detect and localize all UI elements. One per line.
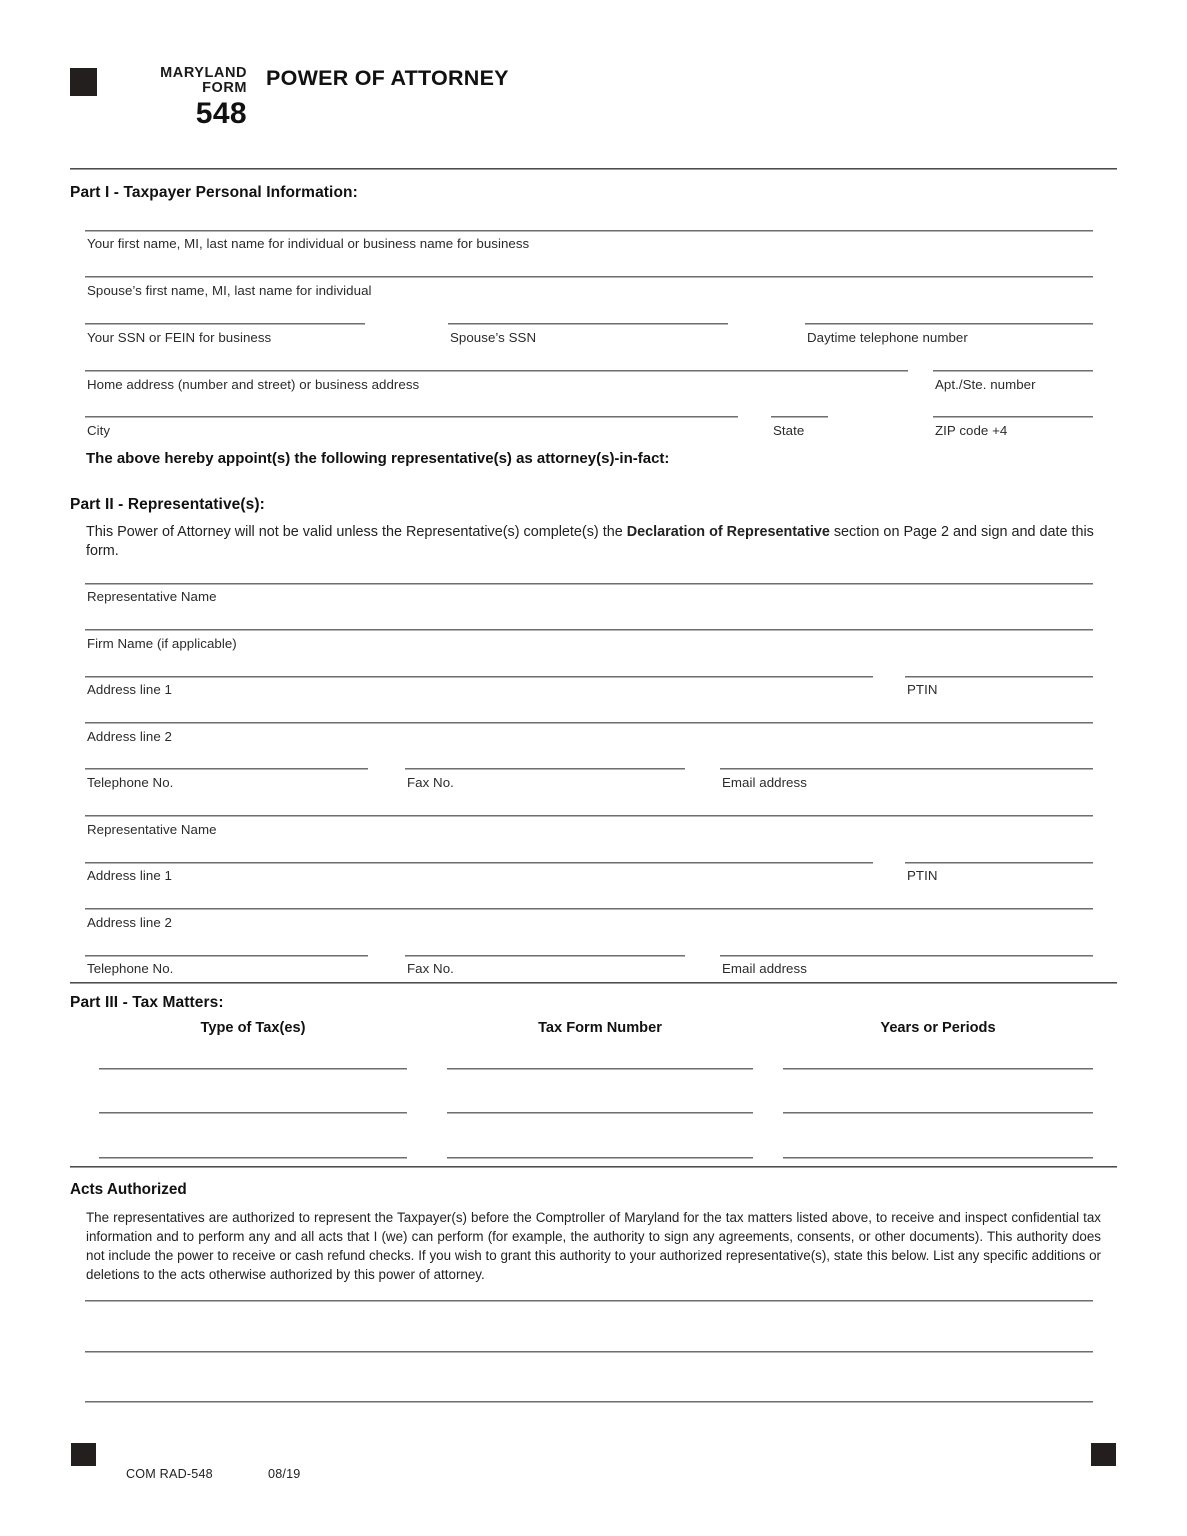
rep1-address2-input-line[interactable] [85, 722, 1093, 724]
rep2-email-input-line[interactable] [720, 955, 1093, 957]
rep2-fax-label: Fax No. [407, 961, 454, 976]
rep2-ptin-label: PTIN [907, 868, 938, 883]
column-header-years-or-periods: Years or Periods [880, 1020, 996, 1036]
rep1-fax-input-line[interactable] [405, 768, 685, 770]
spouse-ssn-input-line[interactable] [448, 323, 728, 325]
acts-blank-line-2[interactable] [85, 1351, 1093, 1353]
footer-form-code: COM RAD-548 [126, 1467, 213, 1481]
daytime-telephone-input-line[interactable] [805, 323, 1093, 325]
rep2-address2-label: Address line 2 [87, 915, 172, 930]
rep2-name-input-line[interactable] [85, 815, 1093, 817]
rep1-email-input-line[interactable] [720, 768, 1093, 770]
rep2-address1-label: Address line 1 [87, 868, 172, 883]
rep1-telephone-input-line[interactable] [85, 768, 368, 770]
part-2-heading: Part II - Representative(s): [70, 496, 265, 513]
tax-matter-row-3-type-input-line[interactable] [99, 1157, 407, 1159]
registration-marker-square-bottom-left [71, 1443, 96, 1466]
footer-revision-date: 08/19 [268, 1467, 301, 1481]
section-divider-part-3 [70, 982, 1117, 984]
rep1-firm-name-label: Firm Name (if applicable) [87, 636, 237, 651]
rep2-telephone-label: Telephone No. [87, 961, 174, 976]
taxpayer-ssn-input-line[interactable] [85, 323, 365, 325]
rep2-ptin-input-line[interactable] [905, 862, 1093, 864]
daytime-telephone-label: Daytime telephone number [807, 330, 968, 345]
rep1-name-input-line[interactable] [85, 583, 1093, 585]
form-identifier-block [120, 66, 247, 130]
acts-blank-line-1[interactable] [85, 1300, 1093, 1302]
tax-matter-row-3-years-input-line[interactable] [783, 1157, 1093, 1159]
column-header-type-of-tax: Type of Tax(es) [200, 1020, 306, 1036]
taxpayer-name-input-line[interactable] [85, 230, 1093, 232]
rep1-name-label: Representative Name [87, 589, 217, 604]
part-3-heading: Part III - Tax Matters: [70, 994, 224, 1011]
acts-authorized-heading: Acts Authorized [70, 1181, 187, 1198]
part-1-heading: Part I - Taxpayer Personal Information: [70, 184, 358, 201]
tax-matter-row-2-form-input-line[interactable] [447, 1112, 753, 1114]
tax-matter-row-2-type-input-line[interactable] [99, 1112, 407, 1114]
zip-code-input-line[interactable] [933, 416, 1093, 418]
rep2-fax-input-line[interactable] [405, 955, 685, 957]
rep1-telephone-label: Telephone No. [87, 775, 174, 790]
rep2-address2-input-line[interactable] [85, 908, 1093, 910]
rep1-address1-input-line[interactable] [85, 676, 873, 678]
appointment-statement: The above hereby appoint(s) the following representative(s) as attorney(s)-in-fact: [86, 450, 670, 467]
rep1-fax-label: Fax No. [407, 775, 454, 790]
acts-authorized-paragraph: The representatives are authorized to represent the Taxpayer(s) before the Comptroller of Maryland for the tax matters listed above, to receive and inspect confidential tax information and to perform any and all acts that I (we) can perform (for example, the authority to sign any agreements, consents, or other documents). This authority does not include the power to receive or cash refund checks. If you wish to grant this authority to your authorized representative(s), state this below. List any specific additions or deletions to the acts otherwise authorized by this power of attorney. [86, 1210, 1101, 1283]
form-number-label: 548 [195, 97, 247, 131]
column-header-tax-form-number: Tax Form Number [538, 1020, 662, 1036]
spouse-name-input-line[interactable] [85, 276, 1093, 278]
rep1-ptin-input-line[interactable] [905, 676, 1093, 678]
spouse-ssn-label: Spouse’s SSN [450, 330, 537, 345]
page-title: POWER OF ATTORNEY [266, 66, 509, 90]
tax-matter-row-1-form-input-line[interactable] [447, 1068, 753, 1070]
part-2-intro-before: This Power of Attorney will not be valid unless the Representative(s) complete(s) the [86, 524, 627, 540]
rep1-email-label: Email address [722, 775, 807, 790]
apt-number-label: Apt./Ste. number [935, 377, 1036, 392]
agency-name-label: MARYLAND [160, 65, 247, 81]
city-label: City [87, 423, 111, 438]
rep1-address2-label: Address line 2 [87, 729, 172, 744]
part-2-intro-text [86, 523, 1104, 561]
home-address-input-line[interactable] [85, 370, 908, 372]
rep2-name-label: Representative Name [87, 822, 217, 837]
rep2-telephone-input-line[interactable] [85, 955, 368, 957]
tax-matter-row-1-years-input-line[interactable] [783, 1068, 1093, 1070]
taxpayer-name-label: Your first name, MI, last name for individual or business name for business [87, 236, 530, 251]
section-divider-acts [70, 1166, 1117, 1168]
part-2-intro-after: section on Page 2 and sign and date this form. [86, 524, 1094, 560]
registration-marker-square-bottom-right [1091, 1443, 1116, 1466]
apt-number-input-line[interactable] [933, 370, 1093, 372]
tax-matter-row-3-form-input-line[interactable] [447, 1157, 753, 1159]
rep1-firm-name-input-line[interactable] [85, 629, 1093, 631]
registration-marker-square-top-left [70, 68, 97, 96]
taxpayer-ssn-label: Your SSN or FEIN for business [87, 330, 272, 345]
rep1-address1-label: Address line 1 [87, 682, 172, 697]
city-input-line[interactable] [85, 416, 738, 418]
tax-matter-row-2-years-input-line[interactable] [783, 1112, 1093, 1114]
home-address-label: Home address (number and street) or business address [87, 377, 420, 392]
acts-blank-line-3[interactable] [85, 1401, 1093, 1403]
state-input-line[interactable] [771, 416, 828, 418]
form-word-label: FORM [202, 80, 247, 97]
spouse-name-label: Spouse’s first name, MI, last name for individual [87, 283, 372, 298]
rep1-ptin-label: PTIN [907, 682, 938, 697]
rep2-email-label: Email address [722, 961, 807, 976]
section-divider-top [70, 168, 1117, 170]
state-label: State [773, 423, 805, 438]
zip-code-label: ZIP code +4 [935, 423, 1008, 438]
declaration-of-representative-emphasis: Declaration of Representative [626, 524, 830, 540]
rep2-address1-input-line[interactable] [85, 862, 873, 864]
tax-matter-row-1-type-input-line[interactable] [99, 1068, 407, 1070]
